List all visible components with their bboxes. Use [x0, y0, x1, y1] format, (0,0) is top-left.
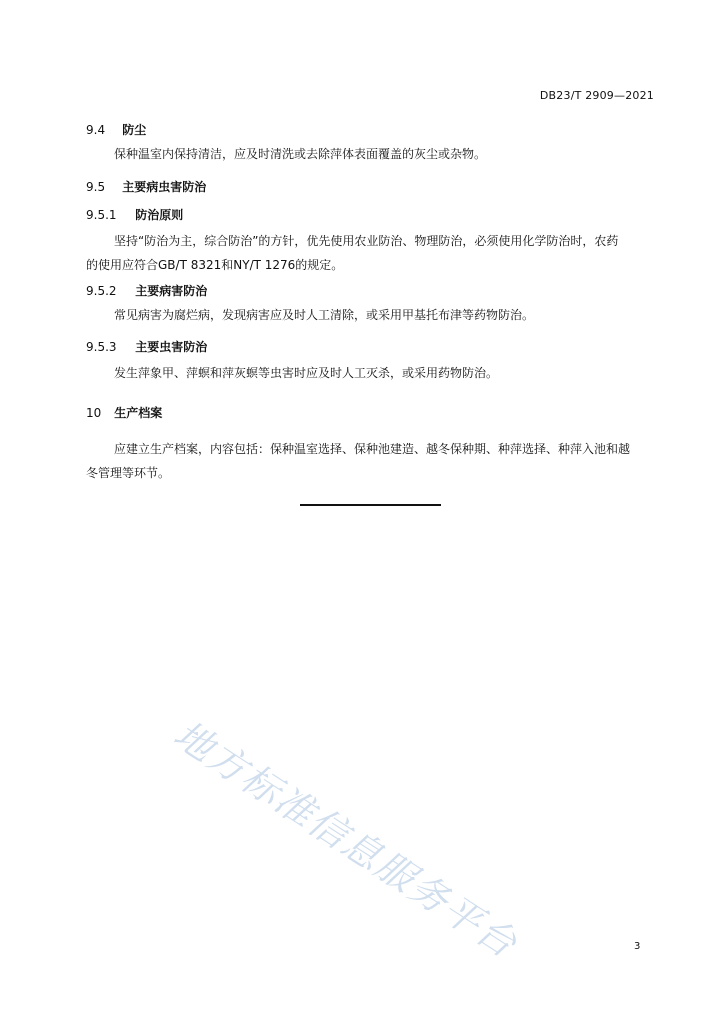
paragraph-9-5-1	[86, 229, 656, 277]
heading-title: 主要病害防治	[135, 284, 208, 298]
paragraph-10	[86, 437, 656, 485]
heading-title: 防治原则	[135, 208, 184, 222]
heading-title: 主要病虫害防治	[122, 180, 207, 194]
heading-number: 9.5.2	[86, 284, 117, 298]
end-rule	[300, 504, 441, 506]
paragraph-line: 发生萍象甲、萍螟和萍灰螟等虫害时应及时人工灭杀，或采用药物防治。	[114, 366, 499, 380]
heading-number: 9.5.3	[86, 340, 117, 354]
heading-number: 10	[86, 406, 102, 420]
heading-title: 生产档案	[114, 406, 163, 420]
paragraph-line: 坚持“防治为主，综合防治”的方针，优先使用农业防治、物理防治，必须使用化学防治时，农药	[114, 234, 619, 248]
heading-9-5-1	[86, 206, 183, 223]
heading-9-5-2	[86, 282, 207, 299]
watermark: 地方标准信息服务平台	[166, 711, 526, 967]
heading-title: 防尘	[122, 123, 147, 137]
heading-title: 主要虫害防治	[135, 340, 208, 354]
paragraph-line: 应建立生产档案，内容包括：保种温室选择、保种池建造、越冬保种期、种萍选择、种萍入池和越	[114, 442, 631, 456]
heading-number: 9.5	[86, 180, 106, 194]
paragraph-line: 冬管理等环节。	[86, 466, 171, 480]
heading-10	[86, 404, 162, 421]
standard-code-header: DB23/T 2909—2021	[539, 89, 654, 102]
paragraph-9-5-3	[86, 361, 656, 385]
heading-9-5-3	[86, 338, 207, 355]
heading-9-5	[86, 178, 206, 195]
heading-number: 9.4	[86, 123, 106, 137]
paragraph-9-5-2	[86, 303, 656, 327]
page-number: 3	[634, 941, 641, 952]
paragraph-line: 的使用应符合GB/T 8321和NY/T 1276的规定。	[86, 258, 344, 272]
paragraph-9-4	[86, 142, 656, 166]
paragraph-line: 保种温室内保持清洁，应及时清洗或去除萍体表面覆盖的灰尘或杂物。	[114, 147, 487, 161]
paragraph-line: 常见病害为腐烂病，发现病害应及时人工清除，或采用甲基托布津等药物防治。	[114, 308, 535, 322]
heading-number: 9.5.1	[86, 208, 117, 222]
heading-9-4	[86, 121, 146, 138]
